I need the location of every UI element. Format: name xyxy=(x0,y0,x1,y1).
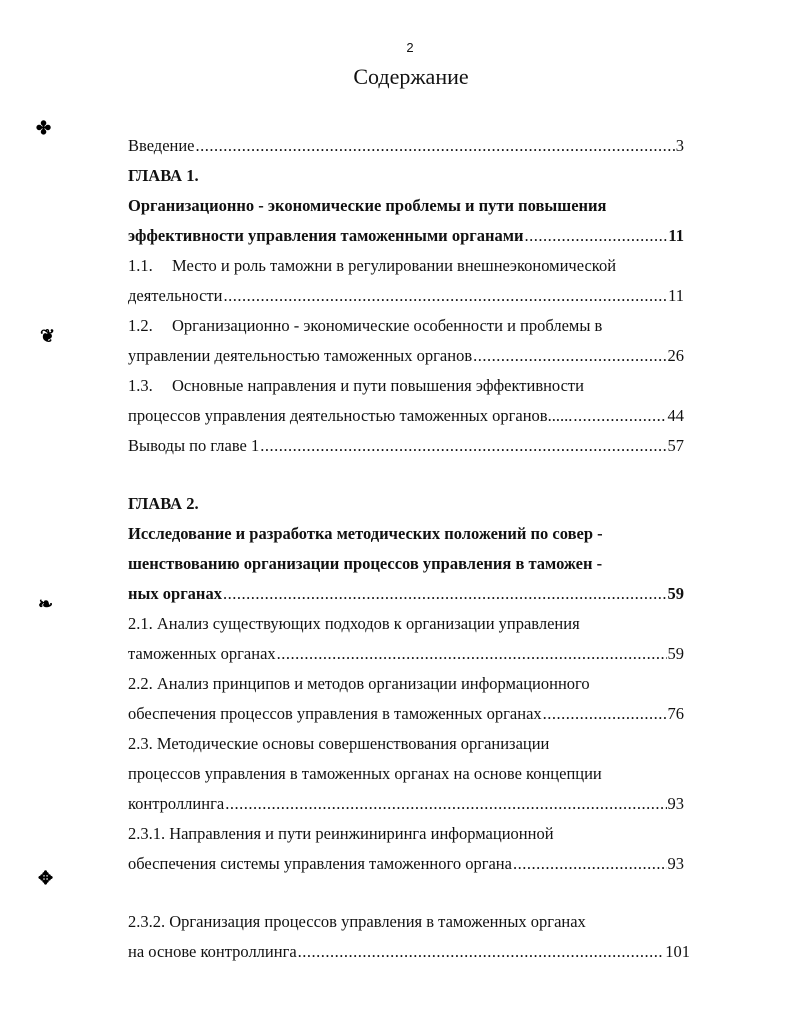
dot-leader xyxy=(277,644,667,664)
toc-2-3-line1[interactable]: 2.3. Методические основы совершенствования организации xyxy=(128,734,550,753)
toc-2-2-line2[interactable] xyxy=(128,704,684,724)
section-number: 1.3. xyxy=(128,376,153,395)
section-title: Основные направления и пути повышения эффективности xyxy=(172,376,584,395)
margin-mark: ❧ xyxy=(38,594,54,614)
toc-intro-page: 3 xyxy=(675,136,684,155)
section-title-cont: на основе контроллинга xyxy=(128,942,297,961)
dot-leader xyxy=(473,346,666,366)
dot-leader xyxy=(298,942,665,962)
section-page: 76 xyxy=(667,704,684,723)
toc-2-3-line3[interactable] xyxy=(128,794,684,814)
dot-leader xyxy=(223,584,667,604)
toc-1-3-line1[interactable] xyxy=(128,376,584,396)
dot-leader xyxy=(225,794,666,814)
chapter1-title-line1: Организационно - экономические проблемы и пути повышения xyxy=(128,196,607,215)
chapter2-page: 59 xyxy=(667,584,684,603)
chapter1-heading: ГЛАВА 1. xyxy=(128,166,199,185)
chapter2-title-line3[interactable] xyxy=(128,584,684,604)
toc-1-2-line2[interactable] xyxy=(128,346,684,366)
dot-leader xyxy=(524,226,667,246)
dot-leader xyxy=(573,406,666,426)
chapter1-title-line2[interactable] xyxy=(128,226,684,246)
chapter2-title-line2: шенствованию организации процессов управления в таможен - xyxy=(128,554,603,573)
dot-leader xyxy=(543,704,667,724)
page-title: Содержание xyxy=(353,64,469,89)
toc-conclusions-1[interactable] xyxy=(128,436,684,456)
section-title: Организационно - экономические особенности и проблемы в xyxy=(172,316,603,335)
section-page: 11 xyxy=(668,286,684,305)
section-page: 93 xyxy=(667,794,684,813)
section-title-cont: обеспечения процессов управления в таможенных органах xyxy=(128,704,542,723)
section-title-cont: таможенных органах xyxy=(128,644,276,663)
section-page: 93 xyxy=(667,854,684,873)
toc-2-1-line1[interactable]: 2.1. Анализ существующих подходов к организации управления xyxy=(128,614,580,633)
section-number: 1.1. xyxy=(128,256,153,275)
chapter2-title-line1: Исследование и разработка методических положений по совер - xyxy=(128,524,603,543)
toc-2-3-line2: процессов управления в таможенных органах на основе концепции xyxy=(128,764,602,783)
section-page: 59 xyxy=(667,644,684,663)
dot-leader xyxy=(513,854,667,874)
toc-2-3-2-line2[interactable] xyxy=(128,942,690,962)
toc-2-1-line2[interactable] xyxy=(128,644,684,664)
conclusions-page: 57 xyxy=(667,436,684,455)
chapter1-title-text: эффективности управления таможенными органами xyxy=(128,226,524,245)
toc-1-3-line2[interactable] xyxy=(128,406,684,426)
toc-intro[interactable] xyxy=(128,136,684,156)
toc-1-1-line1[interactable] xyxy=(128,256,616,276)
dot-leader xyxy=(223,286,667,306)
chapter1-page: 11 xyxy=(668,226,684,245)
dot-leader xyxy=(196,136,675,156)
section-title-cont: процессов управления деятельностью таможенных органов...... xyxy=(128,406,573,425)
toc-2-3-2-line1[interactable]: 2.3.2. Организация процессов управления в таможенных органах xyxy=(128,912,586,931)
section-title-cont: обеспечения системы управления таможенного органа xyxy=(128,854,512,873)
page-number: 2 xyxy=(406,40,414,55)
section-title-cont: управлении деятельностью таможенных органов xyxy=(128,346,473,365)
conclusions-label: Выводы по главе 1 xyxy=(128,436,260,455)
toc-1-1-line2[interactable] xyxy=(128,286,684,306)
dot-leader xyxy=(260,436,666,456)
section-page: 26 xyxy=(667,346,684,365)
margin-mark: ✥ xyxy=(38,868,54,888)
toc-1-2-line1[interactable] xyxy=(128,316,602,336)
section-number: 1.2. xyxy=(128,316,153,335)
toc-2-2-line1[interactable]: 2.2. Анализ принципов и методов организации информационного xyxy=(128,674,590,693)
margin-mark: ✤ xyxy=(36,118,52,138)
chapter2-title-text: ных органах xyxy=(128,584,222,603)
section-page: 44 xyxy=(667,406,684,425)
toc-intro-label: Введение xyxy=(128,136,195,155)
toc-2-3-1-line1[interactable]: 2.3.1. Направления и пути реинжиниринга информационной xyxy=(128,824,554,843)
toc-2-3-1-line2[interactable] xyxy=(128,854,684,874)
section-title-cont: контроллинга xyxy=(128,794,225,813)
section-title: Место и роль таможни в регулировании внешнеэкономической xyxy=(172,256,617,275)
chapter2-heading: ГЛАВА 2. xyxy=(128,494,199,513)
section-page: 101 xyxy=(665,942,690,961)
margin-mark: ❦ xyxy=(40,326,56,346)
section-title-cont: деятельности xyxy=(128,286,223,305)
